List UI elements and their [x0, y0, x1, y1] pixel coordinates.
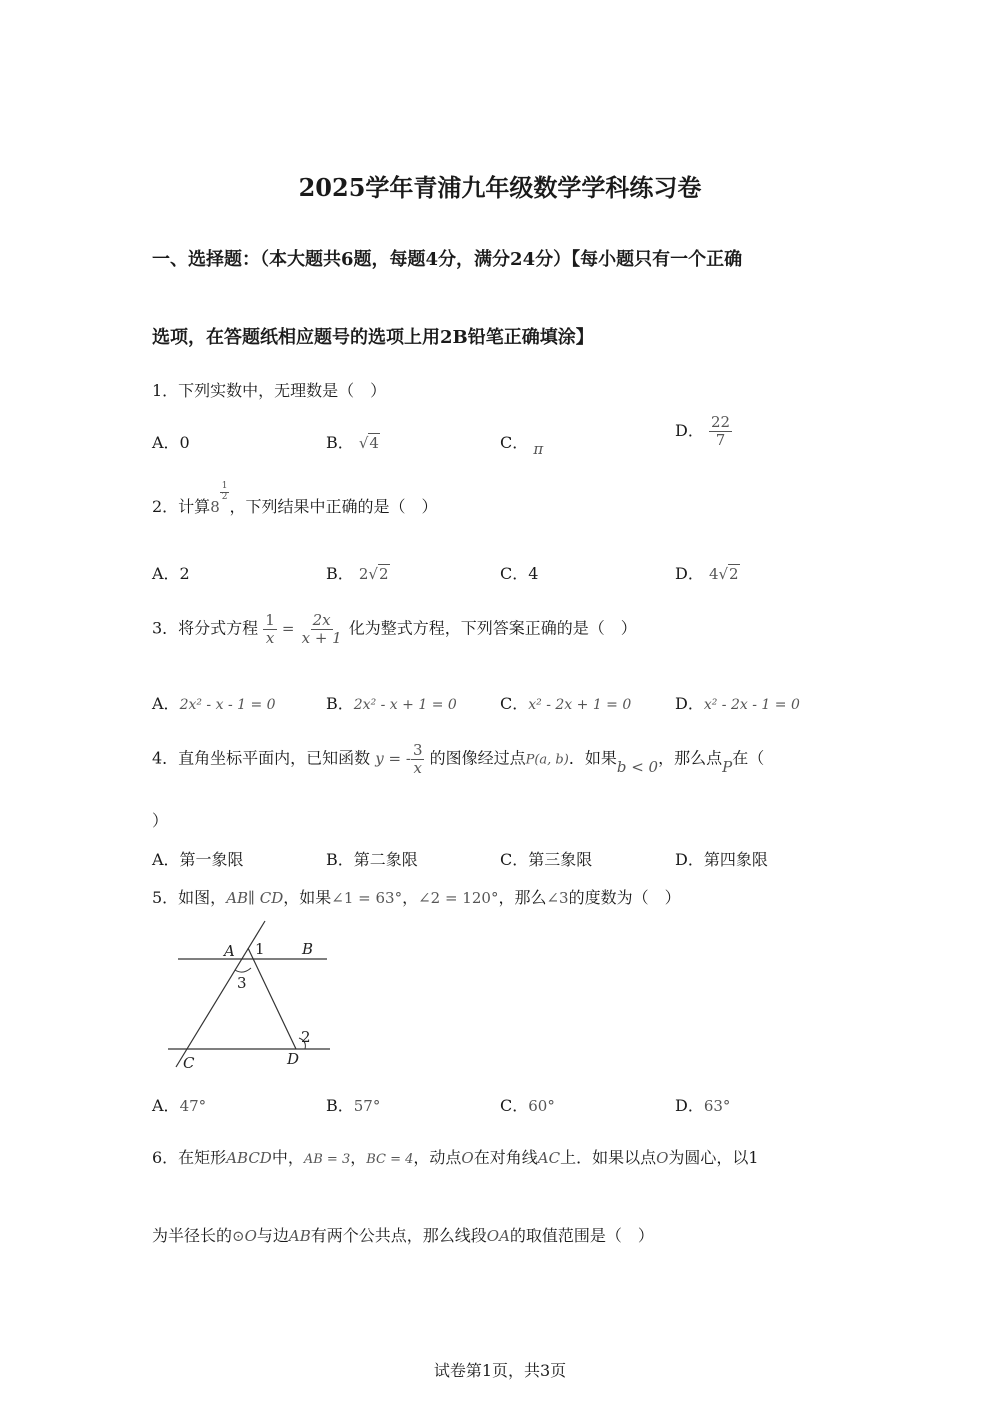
- question-6-stem-line2: 为半径长的⊙O与边AB有两个公共点，那么线段OA的取值范围是（ ）: [152, 1226, 654, 1245]
- q5-option-a: A．47°: [152, 1096, 207, 1115]
- fraction-right: $\frac{2x}{x + 1}$: [301, 611, 342, 647]
- q5-option-c: C．60°: [500, 1096, 555, 1115]
- q3-option-c: C．x² - 2x + 1 = 0: [500, 694, 632, 713]
- q3-option-a: A．2x² - x - 1 = 0: [152, 694, 276, 713]
- q2-option-a: A．2: [152, 564, 190, 583]
- q4-option-d: D．第四象限: [675, 850, 768, 869]
- sqrt-expression: √2: [718, 565, 739, 583]
- label-b: B: [302, 940, 314, 958]
- q1-option-d: D． $\frac{22}{7}$: [675, 413, 731, 449]
- angle-3-arc: [235, 968, 251, 972]
- q4-option-b: B．第二象限: [326, 850, 418, 869]
- q4-option-c: C．第三象限: [500, 850, 593, 869]
- q1-option-a: A．0: [152, 433, 190, 452]
- q3-option-d: D．x² - 2x - 1 = 0: [675, 694, 800, 713]
- q2-option-d: D． 4√2: [675, 564, 739, 583]
- label-3: 3: [237, 974, 247, 992]
- q4-option-a: A．第一象限: [152, 850, 244, 869]
- q2-option-b: B． 2√2: [326, 564, 389, 583]
- fraction: $\frac{22}{7}$: [710, 413, 731, 449]
- question-5-stem: 5．如图，AB∥ CD，如果∠1 = 63°，∠2 = 120°，那么∠3的度数为（ ）: [152, 888, 681, 907]
- label-2: 2: [301, 1028, 311, 1046]
- sqrt-expression: √4: [358, 434, 379, 452]
- section-heading-line2: 选项，在答题纸相应题号的选项上用2B铅笔正确填涂】: [152, 327, 594, 348]
- label-a: A: [224, 942, 235, 960]
- question-4-stem: 4．直角坐标平面内，已知函数 y = - $\frac{3}{x}$ 的图像经过点P(a, b)．如果b < 0，那么点P在（: [152, 741, 765, 777]
- transversal-ad: [248, 948, 296, 1049]
- geometry-figure: [165, 915, 340, 1075]
- question-4-stem-line2: ）: [152, 811, 169, 830]
- label-d: D: [287, 1050, 300, 1068]
- fraction: $\frac{3}{x}$: [412, 741, 423, 777]
- label-1: 1: [255, 940, 265, 958]
- label-c: C: [183, 1054, 195, 1072]
- question-3-stem: 3．将分式方程 $\frac{1}{x}$ = $\frac{2x}{x + 1}$ 化为整式方程，下列答案正确的是（ ）: [152, 611, 637, 647]
- q1-option-b: B． √4: [326, 433, 379, 452]
- q5-option-d: D．63°: [675, 1096, 731, 1115]
- q2-option-c: C．4: [500, 564, 539, 583]
- q1-option-c: C． π: [500, 433, 544, 458]
- q3-option-b: B．2x² - x + 1 = 0: [326, 694, 457, 713]
- sqrt-expression: √2: [368, 565, 389, 583]
- q5-option-b: B．57°: [326, 1096, 381, 1115]
- section-heading-line1: 一、选择题：（本大题共6题，每题4分，满分24分）【每小题只有一个正确: [152, 249, 743, 270]
- page-title: 2025学年青浦九年级数学学科练习卷: [298, 173, 702, 202]
- fraction-left: $\frac{1}{x}$: [265, 611, 275, 647]
- question-2-stem: 2．计算8 $\frac{1}{2}$ ，下列结果中正确的是（ ）: [152, 481, 438, 516]
- exponent-fraction: $\frac{1}{2}$: [221, 481, 228, 502]
- transversal-ac: [176, 921, 265, 1067]
- page-footer: 试卷第1页，共3页: [433, 1361, 567, 1380]
- question-6-stem: 6．在矩形ABCD中，AB = 3，BC = 4，动点O在对角线AC上．如果以点O为圆心，以1: [152, 1148, 759, 1167]
- question-1-stem: 1．下列实数中，无理数是（ ）: [152, 381, 387, 400]
